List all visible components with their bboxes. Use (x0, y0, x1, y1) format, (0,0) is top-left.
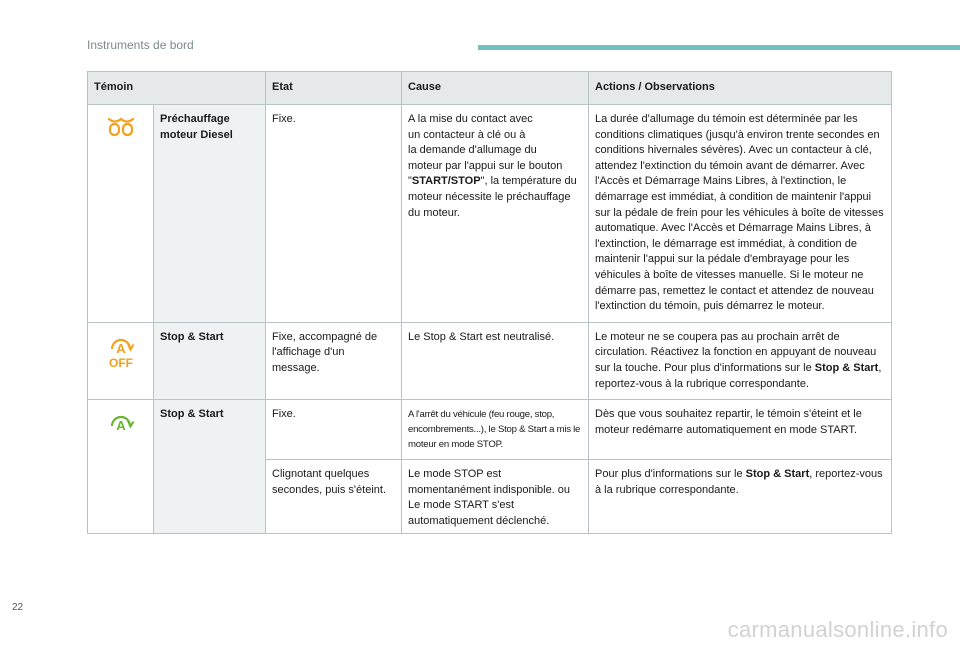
actions-text: Pour plus d'informations sur le (595, 468, 746, 481)
column-header-temoin: Témoin (88, 72, 266, 105)
cause-cell: Le Stop & Start est neutralisé. (402, 322, 589, 399)
cause-button-name: START/STOP (411, 175, 481, 188)
column-header-actions: Actions / Observations (589, 72, 892, 105)
section-title: Instruments de bord (87, 38, 194, 52)
cause-line: moteur par l'appui sur le bouton (408, 159, 563, 172)
header-accent-bar (478, 45, 960, 50)
watermark-link[interactable]: carmanualsonline.info (727, 617, 948, 642)
actions-cell: Dès que vous souhaitez repartir, le témoin s'éteint et le moteur redémarre automatiquement en mode START. (589, 400, 892, 460)
stop-start-letter: A (115, 340, 126, 356)
stop-start-off-icon (106, 333, 136, 369)
actions-cell (589, 460, 892, 534)
warning-lights-table (87, 71, 892, 534)
actions-text-end: , reportez-vous à la rubrique correspondante. (595, 468, 883, 496)
temoin-name: Stop & Start (154, 322, 266, 399)
cause-cell (402, 105, 589, 323)
table-header-row (88, 72, 892, 105)
icon-cell (88, 400, 154, 534)
actions-link-term: Stop & Start (814, 361, 879, 374)
stop-start-letter: A (115, 418, 126, 434)
etat-cell: Fixe. (266, 105, 402, 323)
table-row (88, 400, 892, 460)
temoin-name: Préchauffage moteur Diesel (154, 105, 266, 323)
table-row (88, 322, 892, 399)
cause-line: la demande d'allumage du (408, 144, 537, 157)
temoin-name: Stop & Start (154, 400, 266, 534)
etat-cell: Fixe. (266, 400, 402, 460)
cause-line: un contacteur à clé ou à (408, 128, 526, 141)
cause-rest: ", la température du moteur nécessite le préchauffage du moteur. (408, 175, 577, 219)
actions-text-end: , reportez-vous à la rubrique correspondante. (595, 361, 882, 390)
icon-cell (88, 105, 154, 323)
column-header-cause: Cause (402, 72, 589, 105)
actions-link-term: Stop & Start (745, 468, 810, 481)
etat-cell: Clignotant quelques secondes, puis s'éteint. (266, 460, 402, 534)
icon-cell (88, 322, 154, 399)
stop-start-active-icon (106, 410, 136, 436)
table-row (88, 105, 892, 323)
cause-cell: Le mode STOP est momentanément indisponible. ou Le mode START s'est automatiquement déclenché. (402, 460, 589, 534)
actions-cell (589, 322, 892, 399)
actions-text: Le moteur ne se coupera pas au prochain arrêt de circulation. Réactivez la fonction en appuyant de nouveau sur la touche. Pour plus d'informations sur le (595, 330, 877, 374)
glow-plug-icon (106, 115, 136, 137)
page-number: 22 (12, 602, 24, 613)
etat-cell: Fixe, accompagné de l'affichage d'un message. (266, 322, 402, 399)
stop-start-off-label: OFF (108, 355, 133, 369)
cause-cell: A l'arrêt du véhicule (feu rouge, stop, encombrements...), le Stop & Start a mis le moteur en mode STOP. (402, 400, 589, 460)
cause-line: A la mise du contact avec (408, 113, 533, 125)
column-header-etat: Etat (266, 72, 402, 105)
actions-cell: La durée d'allumage du témoin est déterminée par les conditions climatiques (jusqu'à environ trente secondes en conditions hivernales sévères). Avec un contacteur à clé, attendez l'extinction du témoin avant de démarrer. Avec l'Accès et Démarrage Mains Libres, à l'extinction, le démarrage est immédiat, à condition de maintenir l'appui sur la pédale de frein pour les véhicules à boîte de vitesses automatique. Avec l'Accès et Démarrage Mains Libres, à l'extinction, le démarrage est immédiat, à condition de maintenir l'appui sur la pédale d'embrayage pour les véhicules à boîte de vitesses manuelle. Si le moteur ne démarre pas, remettez le contact et attendez de nouveau l'extinction du témoin, puis démarrez le moteur. (589, 105, 892, 323)
cause-line (408, 174, 582, 221)
cause-quote: " (408, 175, 412, 188)
